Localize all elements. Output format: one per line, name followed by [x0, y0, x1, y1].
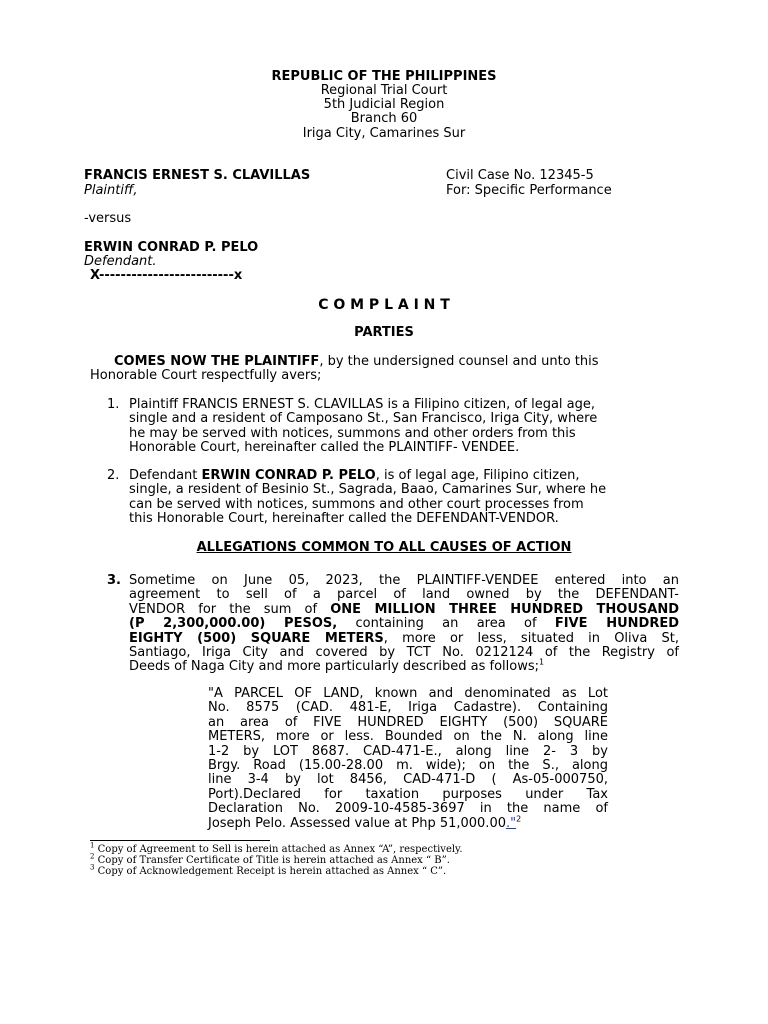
- item-3-text: Deeds of Naga City and more particularly described as follows;: [129, 659, 540, 675]
- item-3-line: [129, 603, 679, 617]
- item-3-line: Santiago, Iriga City and covered by TCT No. 0212124 of the Registry of: [129, 645, 679, 661]
- item-1-line: single and a resident of Camposano St., San Francisco, Iriga City, where: [129, 411, 598, 427]
- plaintiff-role: Plaintiff,: [84, 183, 138, 198]
- quote-line: an area of FIVE HUNDRED EIGHTY (500) SQUARE: [208, 714, 608, 730]
- item-2-number: 2.: [107, 468, 120, 483]
- plaintiff-name: FRANCIS ERNEST S. CLAVILLAS: [84, 168, 311, 183]
- versus-label: -versus: [84, 211, 132, 226]
- quote-line: [208, 814, 608, 831]
- item-2-defendant-bold: ERWIN CONRAD P. PELO: [201, 468, 376, 483]
- footnote-1: [90, 841, 463, 855]
- item-1-paragraph: [129, 398, 681, 456]
- item-2-line: [129, 469, 684, 483]
- footnote-2: [90, 852, 450, 866]
- footnote-marker: 1: [90, 841, 95, 850]
- quote-line: Brgy. Road (15.00-28.00 m. wide); on the S., along: [208, 758, 608, 774]
- footnote-text: Copy of Transfer Certificate of Title is herein attached as Annex “ B”.: [94, 855, 450, 866]
- defendant-name: ERWIN CONRAD P. PELO: [84, 240, 259, 255]
- item-2-line: can be served with notices, summons and other court processes from: [129, 496, 584, 512]
- document-title: C O M P L A I N T: [318, 297, 450, 313]
- quote-line: 1-2 by LOT 8687. CAD-471-E., along line 2- 3 by: [208, 743, 608, 759]
- item-1-number: 1.: [107, 397, 120, 412]
- item-3-line: Sometime on June 05, 2023, the PLAINTIFF-VENDEE entered into an: [129, 573, 679, 588]
- item-3-paragraph: [129, 574, 679, 675]
- item-3-text: VENDOR for the sum of: [129, 601, 331, 617]
- item-3-line: [129, 660, 679, 674]
- item-2-text: Defendant: [129, 468, 202, 483]
- caption-court: Regional Trial Court: [320, 83, 448, 98]
- quote-line: Declaration No. 2009-10-4585-3697 in the name of: [208, 801, 608, 817]
- quote-close-link[interactable]: .": [505, 815, 517, 831]
- caption-branch: Branch 60: [350, 111, 418, 126]
- quote-line: "A PARCEL OF LAND, known and denominated as Lot: [208, 686, 608, 701]
- case-nature: For: Specific Performance: [446, 183, 612, 198]
- item-2-paragraph: [129, 469, 684, 527]
- item-1-line: Plaintiff FRANCIS ERNEST S. CLAVILLAS is a Filipino citizen, of legal age,: [129, 397, 596, 412]
- item-3-line: [129, 632, 679, 646]
- item-3-amount-bold: (P 2,300,000.00) PESOS,: [129, 616, 338, 632]
- land-description-quote: [208, 687, 608, 831]
- item-2-line: this Honorable Court, hereinafter called the DEFENDANT-VENDOR.: [129, 511, 559, 527]
- item-3-line: [129, 617, 679, 631]
- quote-text: Joseph Pelo. Assessed value at Php 51,000.00: [208, 815, 506, 831]
- caption-separator: X-------------------------x: [90, 268, 243, 283]
- footnote-text: Copy of Acknowledgement Receipt is herein attached as Annex “ C”.: [94, 866, 447, 877]
- footnote-ref-1[interactable]: 1: [539, 658, 545, 668]
- footnote-ref-2[interactable]: 2: [516, 814, 522, 824]
- quote-line: Port).Declared for taxation purposes under Tax: [208, 786, 608, 802]
- section-heading-parties: PARTIES: [354, 325, 414, 340]
- item-3-area-bold: EIGHTY (500) SQUARE METERS: [129, 630, 384, 646]
- caption-republic: REPUBLIC OF THE PHILIPPINES: [271, 69, 497, 84]
- item-1-line: he may be served with notices, summons and other orders from this: [129, 425, 576, 441]
- item-3-area-bold: FIVE HUNDRED: [554, 616, 679, 632]
- intro-line-2: Honorable Court respectfully avers;: [90, 368, 322, 383]
- caption-city: Iriga City, Camarines Sur: [302, 126, 466, 141]
- footnote-marker: 2: [90, 852, 95, 861]
- intro-rest: , by the undersigned counsel and unto this: [319, 354, 599, 369]
- item-3-text: containing an area of: [337, 616, 555, 632]
- defendant-role: Defendant.: [84, 254, 157, 269]
- item-2-line: single, a resident of Besinio St., Sagrada, Baao, Camarines Sur, where he: [129, 482, 607, 498]
- footnote-divider: [90, 840, 270, 841]
- item-3-amount-bold: ONE MILLION THREE HUNDRED THOUSAND: [330, 601, 679, 617]
- case-number: Civil Case No. 12345-5: [446, 168, 594, 183]
- quote-line: No. 8575 (CAD. 481-E, Iriga Cadastre). Containing: [208, 700, 608, 716]
- section-heading-allegations: ALLEGATIONS COMMON TO ALL CAUSES OF ACTION: [196, 540, 572, 555]
- quote-line: line 3-4 by lot 8456, CAD-471-D ( As-05-000750,: [208, 772, 608, 788]
- item-3-number: 3.: [107, 573, 121, 588]
- quote-line: METERS, more or less. Bounded on the N. along line: [208, 729, 608, 745]
- item-2-text: , is of legal age, Filipino citizen,: [375, 468, 580, 483]
- caption-region: 5th Judicial Region: [323, 97, 445, 112]
- footnote-marker: 3: [90, 863, 95, 872]
- item-3-text: , more or less, situated in Oliva St,: [383, 630, 679, 646]
- footnote-3: [90, 863, 447, 877]
- item-3-line: agreement to sell of a parcel of land owned by the DEFENDANT-: [129, 587, 679, 603]
- footnote-text: Copy of Agreement to Sell is herein attached as Annex “A”, respectively.: [94, 844, 463, 855]
- intro-bold: COMES NOW THE PLAINTIFF: [114, 354, 320, 369]
- item-1-line: Honorable Court, hereinafter called the PLAINTIFF- VENDEE.: [129, 440, 520, 456]
